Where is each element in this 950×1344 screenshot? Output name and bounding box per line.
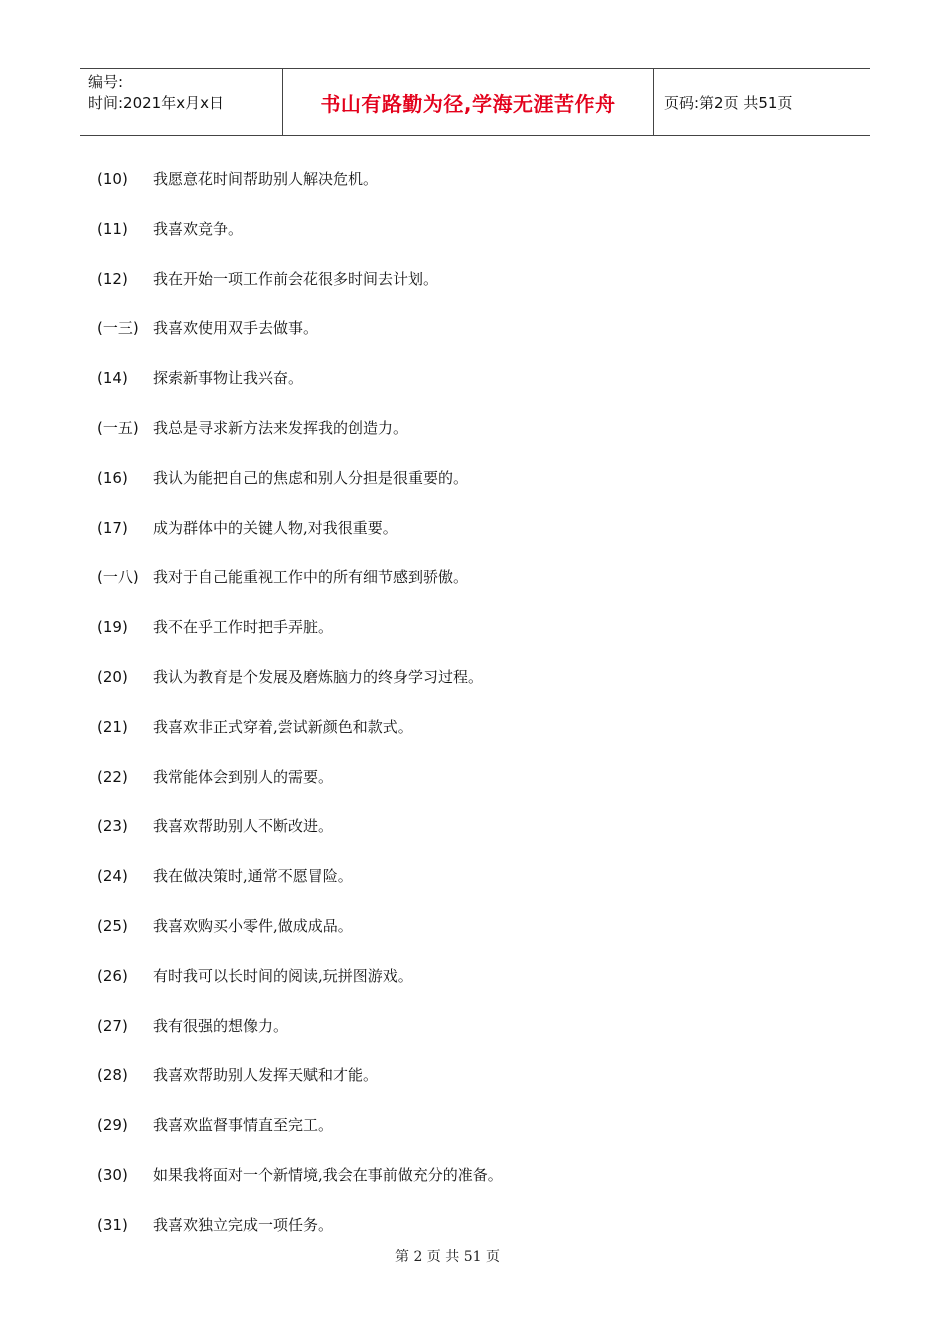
list-item <box>97 466 877 516</box>
list-item <box>97 217 877 267</box>
page-header <box>80 68 870 136</box>
list-item <box>97 765 877 815</box>
item-text: 如果我将面对一个新情境,我会在事前做充分的准备。 <box>153 1165 503 1184</box>
item-text: 我不在乎工作时把手弄脏。 <box>153 618 334 637</box>
item-number: (25) <box>97 916 128 935</box>
item-number: (11) <box>97 219 128 238</box>
list-item <box>97 864 877 914</box>
item-number: (14) <box>97 369 128 388</box>
list-item <box>97 267 877 317</box>
item-text: 我认为教育是个发展及磨炼脑力的终身学习过程。 <box>153 667 484 686</box>
item-number: (23) <box>97 817 128 836</box>
list-item <box>97 914 877 964</box>
list-item <box>97 565 877 615</box>
item-number: (19) <box>97 618 128 637</box>
item-number: (24) <box>97 867 128 886</box>
item-text: 我认为能把自己的焦虑和别人分担是很重要的。 <box>153 468 469 487</box>
item-number: (一三) <box>97 319 139 338</box>
item-text: 成为群体中的关键人物,对我很重要。 <box>153 518 398 537</box>
item-number: (21) <box>97 717 128 736</box>
item-number: (17) <box>97 518 128 537</box>
item-text: 我喜欢监督事情直至完工。 <box>153 1116 334 1135</box>
item-text: 我有很强的想像力。 <box>153 1016 289 1035</box>
item-number: (31) <box>97 1215 128 1234</box>
list-item <box>97 167 877 217</box>
item-number: (30) <box>97 1165 128 1184</box>
item-number: (10) <box>97 170 128 188</box>
document-time-label: 时间:2021年x月x日 <box>88 94 224 112</box>
item-text: 我愿意花时间帮助别人解决危机。 <box>153 170 379 188</box>
list-item <box>97 615 877 665</box>
item-text: 我喜欢帮助别人发挥天赋和才能。 <box>153 1066 379 1085</box>
list-item <box>97 715 877 765</box>
list-item <box>97 1014 877 1064</box>
item-text: 我喜欢帮助别人不断改进。 <box>153 817 334 836</box>
item-text: 我常能体会到别人的需要。 <box>153 767 334 786</box>
item-number: (12) <box>97 269 128 288</box>
item-text: 我喜欢使用双手去做事。 <box>153 319 319 338</box>
item-number: (22) <box>97 767 128 786</box>
item-text: 我喜欢竞争。 <box>153 219 244 238</box>
list-item <box>97 1113 877 1163</box>
list-item <box>97 366 877 416</box>
item-number: (27) <box>97 1016 128 1035</box>
item-text: 有时我可以长时间的阅读,玩拼图游戏。 <box>153 966 413 985</box>
header-motto: 书山有路勤为径,学海无涯苦作舟 <box>282 69 654 135</box>
list-item <box>97 964 877 1014</box>
item-text: 我喜欢非正式穿着,尝试新颜色和款式。 <box>153 717 413 736</box>
list-item <box>97 1063 877 1113</box>
item-text: 我在开始一项工作前会花很多时间去计划。 <box>153 269 439 288</box>
document-number-label: 编号: <box>88 73 124 91</box>
list-item <box>97 316 877 366</box>
question-list <box>97 167 877 1263</box>
item-text: 我对于自己能重视工作中的所有细节感到骄傲。 <box>153 568 469 587</box>
item-text: 我喜欢独立完成一项任务。 <box>153 1215 334 1234</box>
item-text: 我总是寻求新方法来发挥我的创造力。 <box>153 418 409 437</box>
item-number: (20) <box>97 667 128 686</box>
item-text: 我喜欢购买小零件,做成成品。 <box>153 916 353 935</box>
item-number: (26) <box>97 966 128 985</box>
list-item <box>97 665 877 715</box>
item-text: 我在做决策时,通常不愿冒险。 <box>153 867 353 886</box>
list-item <box>97 516 877 566</box>
list-item <box>97 814 877 864</box>
header-meta <box>80 69 282 135</box>
item-number: (28) <box>97 1066 128 1085</box>
item-number: (一五) <box>97 418 139 437</box>
list-item <box>97 1163 877 1213</box>
item-number: (16) <box>97 468 128 487</box>
page-footer: 第 2 页 共 51 页 <box>395 1249 500 1265</box>
item-number: (一八) <box>97 568 139 587</box>
header-page-info: 页码:第2页 共51页 <box>664 93 793 112</box>
item-number: (29) <box>97 1116 128 1135</box>
list-item <box>97 416 877 466</box>
item-text: 探索新事物让我兴奋。 <box>153 369 304 388</box>
